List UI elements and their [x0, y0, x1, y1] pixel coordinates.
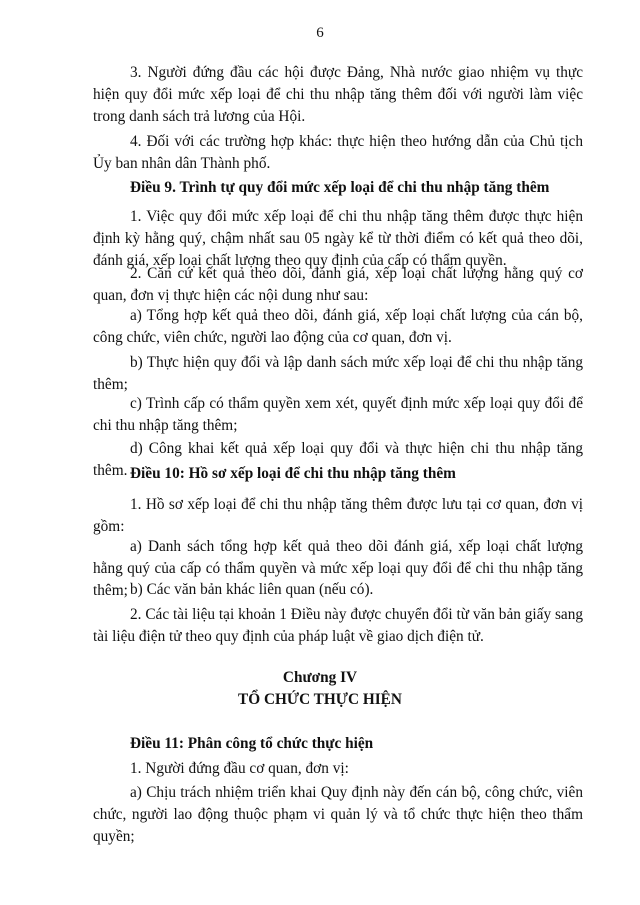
article-9-point-a: a) Tổng hợp kết quả theo dõi, đánh giá, xếp loại chất lượng của cán bộ, công chức, viên chức, người lao động của cơ quan, đơn vị.: [93, 307, 583, 346]
article-11-clause-1: 1. Người đứng đầu cơ quan, đơn vị:: [130, 760, 349, 777]
article-10-point-a: a) Danh sách tổng hợp kết quả theo dõi đánh giá, xếp loại chất lượng hằng quý của cấp có thẩm quyền và mức xếp loại quy đổi để chi thu nhập tăng thêm;: [93, 538, 583, 599]
article-10-point-b: b) Các văn bản khác liên quan (nếu có).: [130, 581, 374, 598]
article-10-heading: Điều 10: Hồ sơ xếp loại để chi thu nhập tăng thêm: [130, 465, 456, 482]
chapter-title: TỔ CHỨC THỰC HIỆN: [238, 691, 402, 708]
article-9-point-b: b) Thực hiện quy đổi và lập danh sách mức xếp loại để chi thu nhập tăng thêm;: [93, 354, 583, 393]
article-9-point-d: d) Công khai kết quả xếp loại quy đổi và thực hiện chi thu nhập tăng thêm.: [93, 440, 583, 479]
article-10-clause-2: 2. Các tài liệu tại khoản 1 Điều này được chuyển đổi từ văn bản giấy sang tài liệu điện tử theo quy định của pháp luật về giao dịch điện tử.: [93, 606, 583, 645]
article-11-heading: Điều 11: Phân công tổ chức thực hiện: [130, 735, 374, 752]
paragraph-3-association: 3. Người đứng đầu các hội được Đảng, Nhà nước giao nhiệm vụ thực hiện quy đổi mức xếp loại để chi thu nhập tăng thêm đối với người làm việc trong danh sách trả lương của Hội.: [93, 64, 583, 125]
chapter-label: Chương IV: [282, 669, 358, 686]
article-9-clause-1: 1. Việc quy đổi mức xếp loại để chi thu nhập tăng thêm được thực hiện định kỳ hằng quý, chậm nhất sau 05 ngày kể từ thời điểm có kết quả theo dõi, đánh giá, xếp loại chất lượng theo quy định của cấp có thẩm quyền.: [93, 208, 583, 269]
article-9-point-c: c) Trình cấp có thẩm quyền xem xét, quyết định mức xếp loại quy đổi để chi thu nhập tăng thêm;: [93, 395, 583, 434]
page-number: 6: [316, 25, 324, 41]
article-11-point-a: a) Chịu trách nhiệm triển khai Quy định này đến cán bộ, công chức, viên chức, người lao động thuộc phạm vi quản lý và tổ chức thực hiện theo thẩm quyền;: [93, 784, 583, 845]
article-9-clause-2: 2. Căn cứ kết quả theo dõi, đánh giá, xếp loại chất lượng hằng quý cơ quan, đơn vị thực hiện các nội dung như sau:: [93, 265, 583, 304]
paragraph-4-other-cases: 4. Đối với các trường hợp khác: thực hiện theo hướng dẫn của Chủ tịch Ủy ban nhân dân Thành phố.: [93, 133, 583, 172]
article-9-heading: Điều 9. Trình tự quy đổi mức xếp loại để chi thu nhập tăng thêm: [130, 179, 550, 196]
article-10-clause-1: 1. Hồ sơ xếp loại để chi thu nhập tăng thêm được lưu tại cơ quan, đơn vị gồm:: [93, 496, 583, 535]
